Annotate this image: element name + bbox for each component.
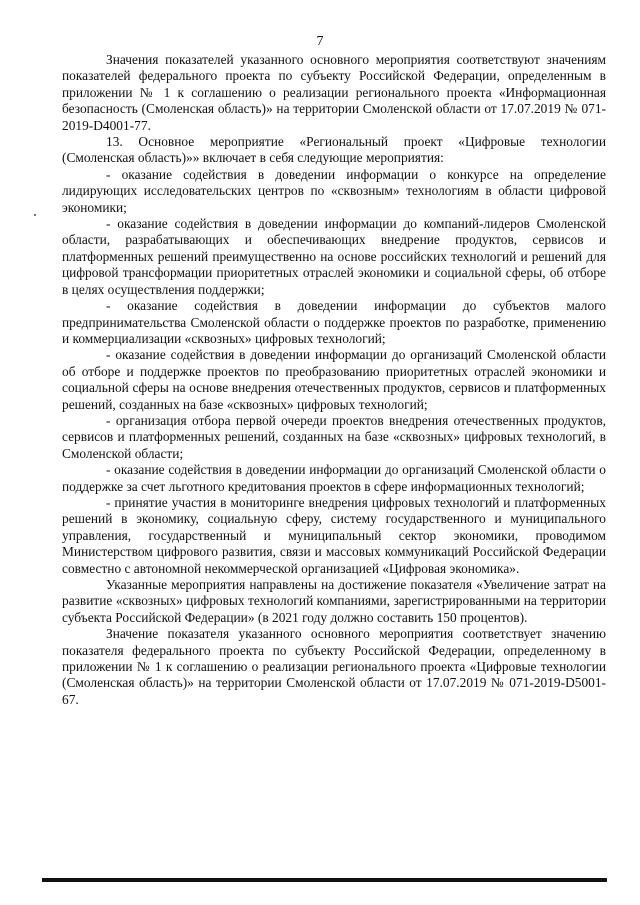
paragraph-indicator-values-digital: Значение показателя указанного основного мероприятия соответствует значению показателя федерального проекта по субъекту Российской Федерации, определенному в приложении № 1 к соглашению о реализации регионального проекта «Цифровые технологии (Смоленская область)» на территории Смоленской области от 17.07.2019 № 071-2019-D5001-67. bbox=[62, 626, 606, 707]
list-item-small-business: - оказание содействия в доведении информации до субъектов малого предпринимательства Смоленской области о поддержке проектов по разработке, применению и коммерциализации «сквозных» цифровых технологий; bbox=[62, 298, 606, 346]
page-number: 7 bbox=[316, 34, 324, 49]
list-item-research-centers: - оказание содействия в доведении информации о конкурсе на определение лидирующих исследовательских центров по «сквозным» технологиям в области цифровой экономики; bbox=[62, 166, 606, 215]
document-body bbox=[62, 52, 606, 708]
list-item-first-stage-selection: - организация отбора первой очереди проектов внедрения отечественных продуктов, сервисов и платформенных решений, созданных на базе «сквозных» цифровых технологий, в Смоленской области; bbox=[62, 412, 606, 461]
list-item-monitoring: - принятие участия в мониторинге внедрения цифровых технологий и платформенных решений в экономику, социальную сферу, систему государственного и муниципального управления, государственный и муниципальный сектор экономики, проводимом Министерством цифрового развития, связи и массовых коммуникаций Российской Федерации совместно с автономной некоммерческой организацией «Цифровая экономика». bbox=[62, 494, 606, 576]
list-item-preferential-lending: - оказание содействия в доведении информации до организаций Смоленской области о поддержке за счет льготного кредитования проектов в сфере информационных технологий; bbox=[62, 462, 606, 494]
scan-speck bbox=[34, 214, 36, 216]
paragraph-main-activity-13: 13. Основное мероприятие «Региональный проект «Цифровые технологии (Смоленская область)»» включает в себя следующие мероприятия: bbox=[62, 134, 606, 166]
list-item-leading-companies: - оказание содействия в доведении информации до компаний-лидеров Смоленской области, разрабатывающих и обеспечивающих внедрение продуктов, сервисов и платформенных решений преимущественно на основе российских технологий и решений для цифровой трансформации приоритетных отраслей экономики и социальной сферы, об отборе в целях осуществления поддержки; bbox=[62, 216, 606, 297]
paragraph-target-indicator: Указанные мероприятия направлены на достижение показателя «Увеличение затрат на развитие «сквозных» цифровых технологий компаниями, зарегистрированными на территории субъекта Российской Федерации» (в 2021 году должно составить 150 процентов). bbox=[62, 577, 606, 625]
list-item-transformation-projects: - оказание содействия в доведении информации до организаций Смоленской области об отборе и поддержке проектов по преобразованию приоритетных отраслей экономики и социальной сферы на основе внедрения отечественных продуктов, сервисов и платформенных решений, созданных на базе «сквозных» цифровых технологий; bbox=[62, 347, 606, 412]
bottom-border-line bbox=[42, 878, 607, 882]
paragraph-indicator-values-infosec: Значения показателей указанного основного мероприятия соответствуют значениям показателей федерального проекта по субъекту Российской Федерации, определенным в приложении № 1 к соглашению о реализации регионального проекта «Информационная безопасность (Смоленская область)» на территории Смоленской области от 17.07.2019 № 071-2019-D4001-77. bbox=[62, 52, 606, 133]
